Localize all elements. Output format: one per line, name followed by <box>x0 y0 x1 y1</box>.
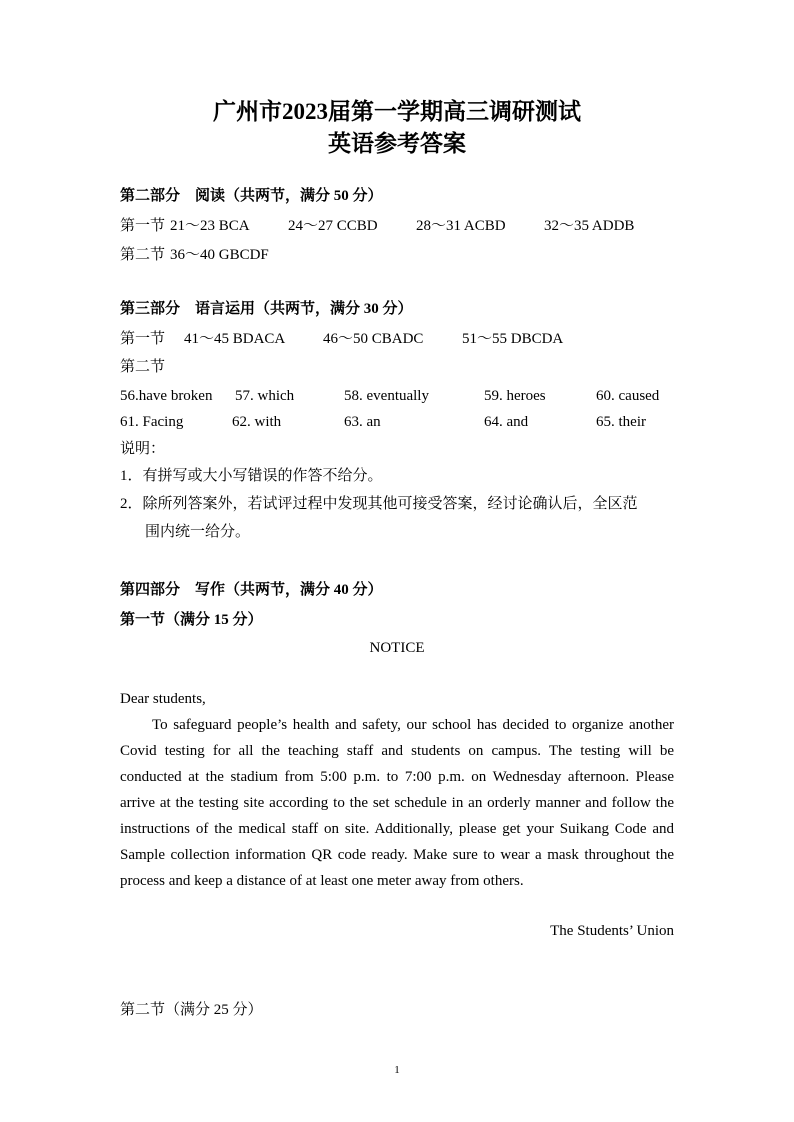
part2-heading: 第二部分 阅读（共两节，满分 50 分） <box>120 188 383 204</box>
blank-answer: 58. eventually <box>344 388 429 404</box>
note-label: 说明： <box>120 441 166 457</box>
part2-answer-group: 21～23 BCA <box>170 218 250 234</box>
note-item-2 <box>120 490 676 546</box>
part2-answer-group: 28～31 ACBD <box>416 218 506 234</box>
note-item-2-line1: 2．除所列答案外，若试评过程中发现其他可接受答案，经讨论确认后，全区范 <box>120 496 638 512</box>
part2-sec1-label: 第一节 <box>120 218 166 234</box>
page-subtitle: 英语参考答案 <box>328 131 466 156</box>
part3-sec1-label: 第一节 <box>120 331 166 347</box>
part3-answer-group: 46～50 CBADC <box>323 331 424 347</box>
blank-answer: 65. their <box>596 414 646 430</box>
blank-answer: 63. an <box>344 414 381 430</box>
notice-body: To safeguard people’s health and safety, our school has decided to organize another Covid testing for all the teaching staff and students on campus. The testing will be conducted at the stadium from 5:00 p.m. to 7:00 p.m. on Wednesday afternoon. Please arrive at the testing site according to the set schedule in an orderly manner and follow the instructions of the medical staff on site. Additionally, please get your Suikang Code and Sample collection information QR code ready. Make sure to wear a mask throughout the process and keep a distance of at least one meter away from others. <box>120 717 674 889</box>
blank-answer: 59. heroes <box>484 388 546 404</box>
page-title: 广州市2023届第一学期高三调研测试 <box>213 99 581 124</box>
part2-answer-group: 32～35 ADDB <box>544 218 635 234</box>
part3-sec2-label: 第二节 <box>120 359 166 375</box>
part3-answer-group: 41～45 BDACA <box>184 331 286 347</box>
note-item-1: 1．有拼写或大小写错误的作答不给分。 <box>120 468 383 484</box>
part3-heading: 第三部分 语言运用（共两节，满分 30 分） <box>120 301 413 317</box>
page-number: 1 <box>394 1064 400 1076</box>
part2-answer-group: 24～27 CCBD <box>288 218 378 234</box>
note-item-2-line2: 围内统一给分。 <box>145 524 251 540</box>
notice-signature: The Students’ Union <box>550 923 674 939</box>
part3-answer-group: 51～55 DBCDA <box>462 331 564 347</box>
blank-answer: 61. Facing <box>120 414 184 430</box>
blank-answer: 57. which <box>235 388 295 404</box>
part4-sec2-heading: 第二节（满分 25 分） <box>120 1002 263 1018</box>
blank-answer: 56.have broken <box>120 388 213 404</box>
blank-answer: 64. and <box>484 414 529 430</box>
part4-heading: 第四部分 写作（共两节，满分 40 分） <box>120 582 383 598</box>
part2-sec2-label: 第二节 <box>120 247 166 263</box>
blank-answer: 62. with <box>232 414 282 430</box>
part4-sec1-heading: 第一节（满分 15 分） <box>120 612 263 628</box>
blank-answer: 60. caused <box>596 388 660 404</box>
notice-title: NOTICE <box>369 640 425 656</box>
part2-sec2-answers: 36～40 GBCDF <box>170 247 269 263</box>
notice-greeting: Dear students, <box>120 691 206 707</box>
